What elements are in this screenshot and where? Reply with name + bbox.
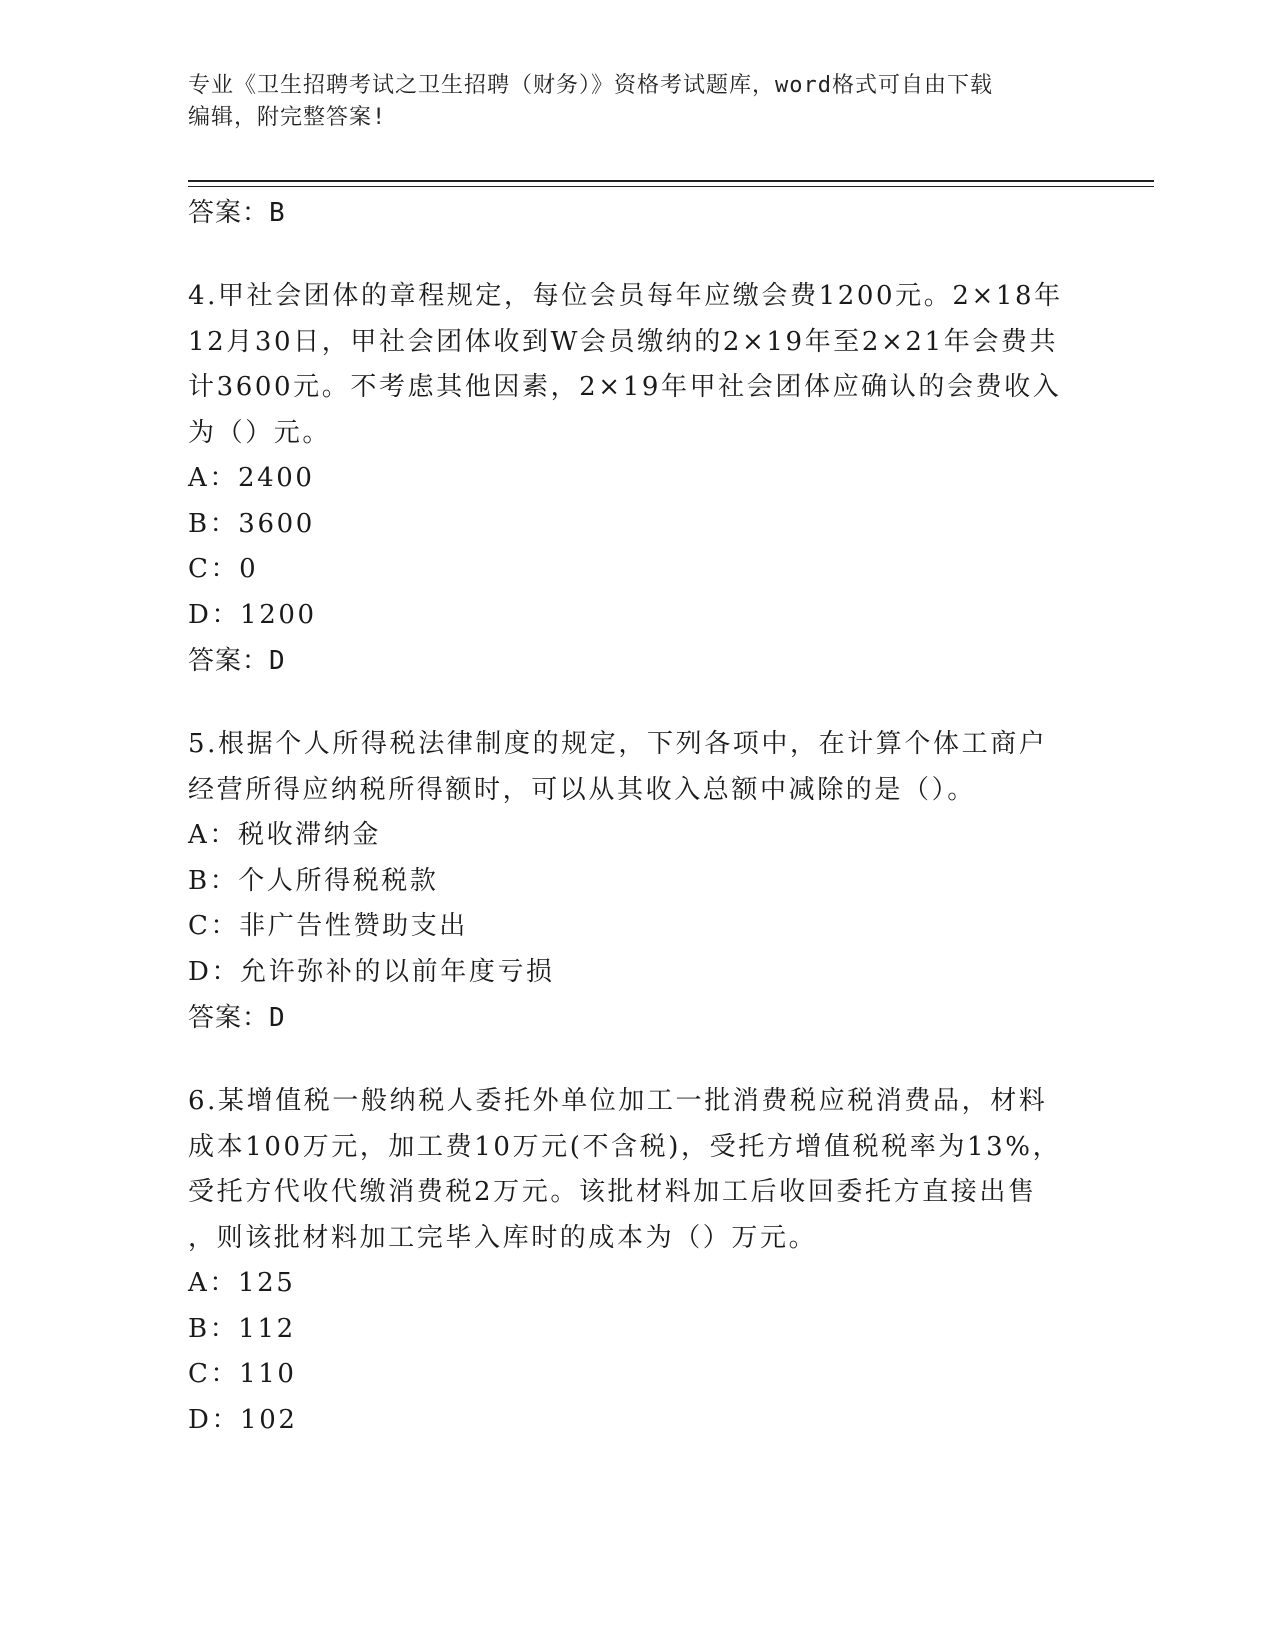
option-c: C：0 [188, 554, 259, 584]
option-b: B：个人所得税税款 [188, 865, 439, 896]
option-a: A：税收滞纳金 [188, 820, 381, 850]
question-4 [188, 274, 1088, 684]
question-list [188, 190, 1088, 1443]
page-header [188, 70, 1088, 134]
stem-line: 6.某增值税一般纳税人委托外单位加工一批消费税应税消费品，材料 [188, 1086, 1048, 1116]
stem-line: 5.根据个人所得税法律制度的规定，下列各项中，在计算个体工商户 [188, 729, 1048, 759]
question-stem [188, 1079, 1088, 1261]
question-stem [188, 722, 1088, 813]
answer-line: 答案：D [188, 646, 286, 676]
stem-line: 成本100万元，加工费10万元(不含税)，受托方增值税税率为13%， [188, 1131, 1062, 1162]
header-rule-thick [188, 180, 1154, 182]
stem-line: 经营所得应纳税所得额时，可以从其收入总额中减除的是（）。 [188, 774, 976, 805]
header-rule-thin [188, 186, 1154, 187]
stem-line: ，则该批材料加工完毕入库时的成本为（）万元。 [188, 1222, 818, 1253]
spacer [188, 684, 1088, 722]
option-a: A：2400 [188, 463, 315, 493]
stem-line: 4.甲社会团体的章程规定，每位会员每年应缴会费1200元。2×18年 [188, 281, 1063, 311]
question-5 [188, 722, 1088, 1041]
option-b: B：3600 [188, 508, 315, 539]
stem-line: 计3600元。不考虑其他因素，2×19年甲社会团体应确认的会费收入 [188, 372, 1062, 402]
stem-line: 受托方代收代缴消费税2万元。该批材料加工后收回委托方直接出售 [188, 1177, 1037, 1207]
spacer [188, 1041, 1088, 1079]
stem-line: 12月30日，甲社会团体收到W会员缴纳的2×19年至2×21年会费共 [188, 326, 1059, 357]
question-6 [188, 1079, 1088, 1443]
header-line-2: 编辑，附完整答案! [188, 105, 387, 130]
option-d: D：102 [188, 1404, 298, 1435]
header-line-1: 专业《卫生招聘考试之卫生招聘（财务）》资格考试题库，word格式可自由下载 [188, 73, 993, 98]
spacer [188, 236, 1088, 274]
option-a: A：125 [188, 1268, 296, 1298]
question-stem [188, 274, 1088, 456]
option-d: D：允许弥补的以前年度亏损 [188, 956, 555, 987]
stem-line: 为（）元。 [188, 417, 332, 448]
option-c: C：110 [188, 1359, 297, 1389]
answer-line: 答案：D [188, 1003, 286, 1033]
option-c: C：非广告性赞助支出 [188, 911, 468, 941]
answer-line: 答案：B [188, 198, 286, 228]
option-b: B：112 [188, 1313, 296, 1344]
option-d: D：1200 [188, 599, 317, 630]
